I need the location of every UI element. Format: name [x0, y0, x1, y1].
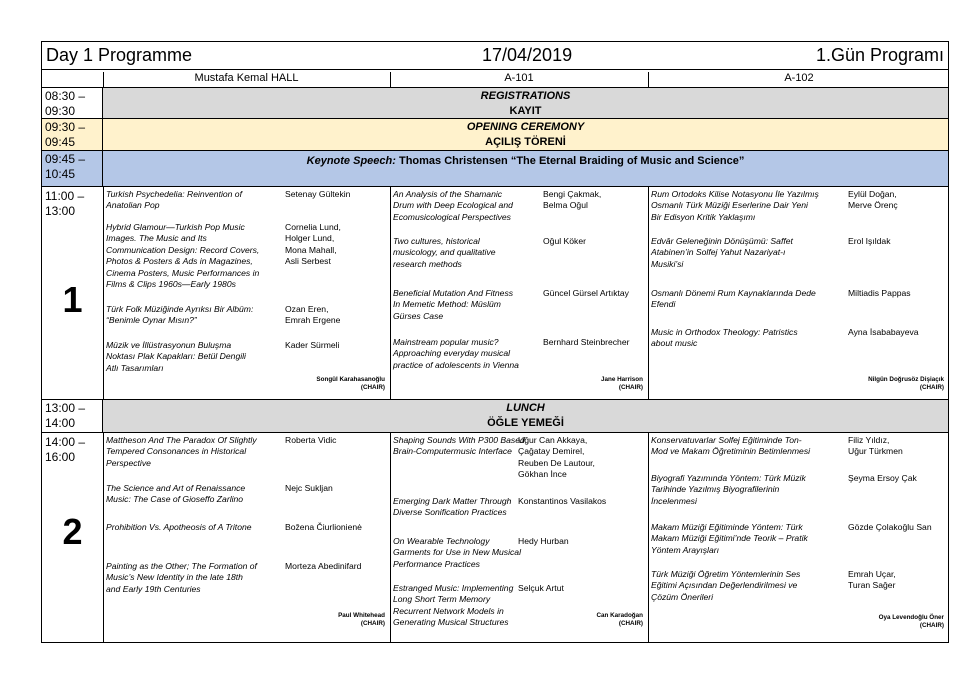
hall-a102: A-102	[784, 72, 814, 84]
paper-title: Emerging Dark Matter Through Diverse Sonification Practices	[393, 496, 512, 518]
ceremony-band: OPENING CEREMONY AÇILIŞ TÖRENİ	[103, 119, 948, 150]
paper-title: Shaping Sounds With P300 Based Brain-Computermusic Interface	[393, 435, 525, 457]
paper-title: Painting as the Other; The Formation of Music’s New Identity in the late 18th and Early 19th Centuries	[106, 561, 257, 594]
paper-title: Biyografi Yazımında Yöntem: Türk Müzik Tarihinde Yazılmış Biyografilerinin İncelenmesi	[651, 473, 806, 506]
header-left: Day 1 Programme	[46, 45, 193, 65]
chair-label: Can Karadoğan (CHAIR)	[596, 612, 643, 627]
paper-title: Hybrid Glamour—Turkish Pop Music Images. The Music and Its Communication Design: Record Covers, Photos & Posters & Ads in Magazines, Cinema Posters, Music Performances in Films & Clips 1960s—Early 1980s	[106, 222, 260, 290]
registration-time: 08:30 – 09:30	[42, 88, 103, 118]
chair-label: Oya Levendoğlu Öner (CHAIR)	[878, 614, 944, 629]
hall-a101: A-101	[504, 72, 534, 84]
paper-authors: Bengi Çakmak, Belma Oğul	[543, 189, 602, 211]
paper-authors: Kader Sürmeli	[285, 340, 340, 350]
header-right: 1.Gün Programı	[815, 45, 944, 65]
paper-authors: Ozan Eren, Emrah Ergene	[285, 304, 341, 326]
paper-authors: Konstantinos Vasilakos	[518, 496, 607, 506]
registration-band: REGISTRATIONS KAYIT	[103, 88, 948, 118]
header-row	[42, 42, 948, 70]
paper-authors: Eylül Doğan, Merve Örenç	[848, 189, 898, 211]
paper-title: Turkish Psychedelia: Reinvention of Anatolian Pop	[106, 189, 242, 211]
paper-title: Osmanlı Dönemi Rum Kaynaklarında Dede Efendi	[651, 288, 816, 310]
paper-title: Türk Folk Müziğinde Ayrıksı Bir Albüm: “Benimle Oynar Mısın?”	[106, 304, 254, 326]
paper-title: Türk Müziği Öğretim Yöntemlerinin Ses Eğitimi Açısından Değerlendirilmesi ve Çözüm Önerileri	[651, 569, 801, 602]
paper-authors: Božena Čiurlionienė	[285, 522, 362, 532]
paper-title: The Science and Art of Renaissance Music: The Case of Gioseffo Zarlino	[106, 483, 246, 505]
session-2	[42, 433, 948, 642]
paper-authors: Emrah Uçar, Turan Sağer	[848, 569, 896, 591]
paper-authors: Bernhard Steinbrecher	[543, 337, 630, 347]
header-date: 17/04/2019	[482, 45, 573, 65]
keynote-text: Thomas Christensen “The Eternal Braiding of Music and Science”	[398, 155, 745, 167]
paper-title: Estranged Music: Implementing Long Short Term Memory Recurrent Network Models in Generating Musical Structures	[393, 583, 514, 628]
ceremony-row	[42, 119, 948, 151]
lunch-row	[42, 400, 948, 433]
paper-title: Mattheson And The Paradox Of Slightly Tempered Consonances in Historical Perspective	[106, 435, 257, 468]
paper-title: Müzik ve İllüstrasyonun Buluşma Noktası Plak Kapakları: Betül Dengili Atlı Tasarımları	[106, 340, 246, 373]
paper-title: Konservatuvarlar Solfej Eğitiminde Ton- Mod ve Makam Öğretiminin Betimlenmesi	[651, 435, 811, 457]
session-1	[42, 187, 948, 400]
keynote-label: Keynote Speech:	[306, 155, 396, 167]
lunch-time: 13:00 – 14:00	[42, 400, 103, 432]
paper-authors: Oğul Köker	[543, 236, 586, 246]
paper-authors: Şeyma Ersoy Çak	[848, 473, 917, 483]
ceremony-time: 09:30 – 09:45	[42, 119, 103, 150]
paper-authors: Cornelia Lund, Holger Lund, Mona Mahall, Asli Serbest	[285, 222, 341, 267]
paper-authors: Morteza Abedinifard	[285, 561, 362, 571]
keynote-time: 09:45 – 10:45	[42, 151, 103, 186]
paper-authors: Hedy Hurban	[518, 536, 569, 546]
chair-label: Paul Whitehead (CHAIR)	[338, 612, 385, 627]
paper-title: Two cultures, historical musicology, and qualitative research methods	[393, 236, 496, 269]
paper-title: Prohibition Vs. Apotheosis of A Tritone	[106, 522, 252, 532]
chair-label: Nilgün Doğrusöz Dişiaçık (CHAIR)	[868, 376, 944, 391]
keynote-band	[103, 151, 948, 186]
paper-title: Music in Orthodox Theology: Patristics about music	[651, 327, 798, 349]
hall-mustafa-kemal: Mustafa Kemal HALL	[194, 72, 299, 84]
paper-authors: Filiz Yıldız, Uğur Türkmen	[848, 435, 903, 457]
paper-title: Makam Müziği Eğitiminde Yöntem: Türk Makam Müziği Eğitimi’nde Teorik – Pratik Yöntem Arayışları	[651, 522, 808, 555]
chair-label: Jane Harrison (CHAIR)	[601, 376, 643, 391]
paper-authors: Setenay Gültekin	[285, 189, 351, 199]
paper-authors: Nejc Sukljan	[285, 483, 333, 493]
paper-authors: Selçuk Artut	[518, 583, 564, 593]
paper-authors: Erol Işıldak	[848, 236, 891, 246]
paper-title: Rum Ortodoks Kilise Notasyonu İle Yazılmış Osmanlı Türk Müziği Eserlerine Dair Yeni Bir Edisyon Kritik Yaklaşımı	[651, 189, 819, 222]
paper-authors: Roberta Vidic	[285, 435, 337, 445]
keynote-row	[42, 151, 948, 187]
registration-row	[42, 88, 948, 119]
lunch-band: LUNCH ÖĞLE YEMEĞİ	[103, 400, 948, 432]
halls-row	[42, 70, 948, 88]
session-2-time: 14:00 – 16:00	[45, 435, 86, 464]
paper-title: Mainstream popular music? Approaching everyday musical practice of adolescents in Vienna	[393, 337, 519, 370]
paper-title: On Wearable Technology Garments for Use in New Musical Performance Practices	[393, 536, 521, 569]
paper-title: An Analysis of the Shamanic Drum with Deep Ecological and Ecomusicological Perspectives	[393, 189, 513, 222]
paper-title: Beneficial Mutation And Fitness In Memetic Method: Müslüm Gürses Case	[393, 288, 514, 321]
session-1-time: 11:00 – 13:00	[45, 189, 85, 218]
paper-authors: Ayna İsababayeva	[848, 327, 919, 337]
paper-authors: Miltiadis Pappas	[848, 288, 911, 298]
programme-table	[41, 41, 949, 643]
paper-title: Edvâr Geleneğinin Dönüşümü: Saffet Atabinen’in Solfej Yahut Nazariyat-ı Musiki’si	[651, 236, 793, 269]
paper-authors: Uğur Can Akkaya, Çağatay Demirel, Reuben De Lautour, Gökhan İnce	[518, 435, 595, 480]
session-1-number: 1	[62, 279, 83, 320]
paper-authors: Güncel Gürsel Artıktay	[543, 288, 629, 298]
session-2-number: 2	[62, 511, 83, 552]
paper-authors: Gözde Çolakoğlu San	[848, 522, 932, 532]
chair-label: Songül Karahasanoğlu (CHAIR)	[316, 376, 385, 391]
